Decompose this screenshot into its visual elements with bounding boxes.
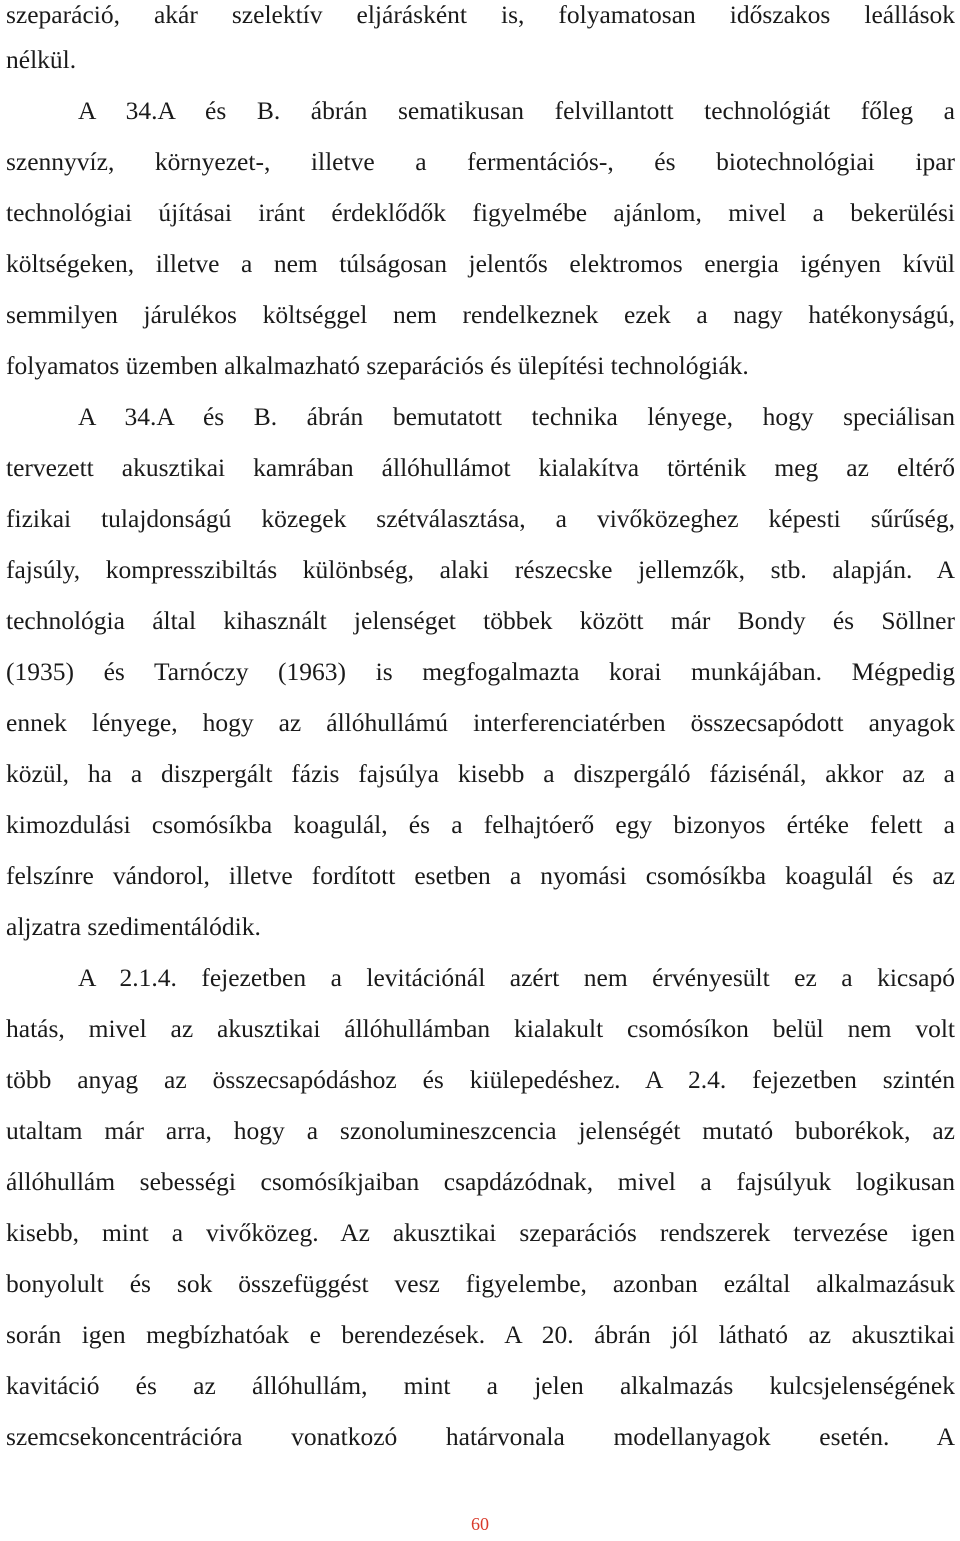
text-line: folyamatos üzemben alkalmazható szeparációs és ülepítési technológiák. (6, 351, 749, 380)
text-line: aljzatra szedimentálódik. (6, 912, 261, 941)
text-line: bonyolult és sok összefüggést vesz figyelembe, azonban ezáltal alkalmazásuk (6, 1269, 955, 1298)
text-line: költségeken, illetve a nem túlságosan jelentős elektromos energia igényen kívül (6, 249, 955, 278)
text-line: A 2.1.4. fejezetben a levitációnál azért nem érvényesült ez a kicsapó (78, 963, 955, 992)
text-line: kisebb, mint a vivőközeg. Az akusztikai szeparációs rendszerek tervezése igen (6, 1218, 955, 1247)
text-line: során igen megbízhatóak e berendezések. A 20. ábrán jól látható az akusztikai (6, 1320, 955, 1349)
text-line: technológiai újításai iránt érdeklődők figyelmébe ajánlom, mivel a bekerülési (6, 198, 955, 227)
text-line: több anyag az összecsapódáshoz és kiülepedéshez. A 2.4. fejezetben szintén (6, 1065, 955, 1094)
text-line: technológia által kihasznált jelenséget többek között már Bondy és Söllner (6, 606, 955, 635)
text-line: A 34.A és B. ábrán sematikusan felvillantott technológiát főleg a (78, 96, 955, 125)
text-line: szennyvíz, környezet-, illetve a fermentációs-, és biotechnológiai ipar (6, 147, 955, 176)
text-line: kavitáció és az állóhullám, mint a jelen alkalmazás kulcsjelenségének (6, 1371, 955, 1400)
text-line: utaltam már arra, hogy a szonolumineszcencia jelenségét mutató buborékok, az (6, 1116, 955, 1145)
text-line: (1935) és Tarnóczy (1963) is megfogalmazta korai munkájában. Mégpedig (6, 657, 955, 686)
text-line: fajsúly, kompresszibiltás különbség, alaki részecske jellemzők, stb. alapján. A (6, 555, 955, 584)
page-number: 60 (471, 1514, 489, 1534)
text-line: szeparáció, akár szelektív eljárásként is, folyamatosan időszakos leállások (6, 0, 955, 29)
text-line: semmilyen járulékos költséggel nem rendelkeznek ezek a nagy hatékonyságú, (6, 300, 955, 329)
text-line: kimozdulási csomósíkba koagulál, és a felhajtóerő egy bizonyos értéke felett a (6, 810, 955, 839)
text-line: közül, ha a diszpergált fázis fajsúlya kisebb a diszpergáló fázisénál, akkor az a (6, 759, 955, 788)
text-line: nélkül. (6, 45, 77, 74)
text-line: fizikai tulajdonságú közegek szétválasztása, a vivőközeghez képesti sűrűség, (6, 504, 955, 533)
text-line: ennek lényege, hogy az állóhullámú interferenciatérben összecsapódott anyagok (6, 708, 955, 737)
text-line: felszínre vándorol, illetve fordított esetben a nyomási csomósíkba koagulál és az (6, 861, 955, 890)
text-line: szemcsekoncentrációra vonatkozó határvonala modellanyagok esetén. A (6, 1422, 955, 1451)
text-line: hatás, mivel az akusztikai állóhullámban kialakult csomósíkon belül nem volt (6, 1014, 955, 1043)
text-line: állóhullám sebességi csomósíkjaiban csapdázódnak, mivel a fajsúlyuk logikusan (6, 1167, 955, 1196)
text-line: A 34.A és B. ábrán bemutatott technika lényege, hogy speciálisan (78, 402, 955, 431)
text-line: tervezett akusztikai kamrában állóhullámot kialakítva történik meg az eltérő (6, 453, 955, 482)
